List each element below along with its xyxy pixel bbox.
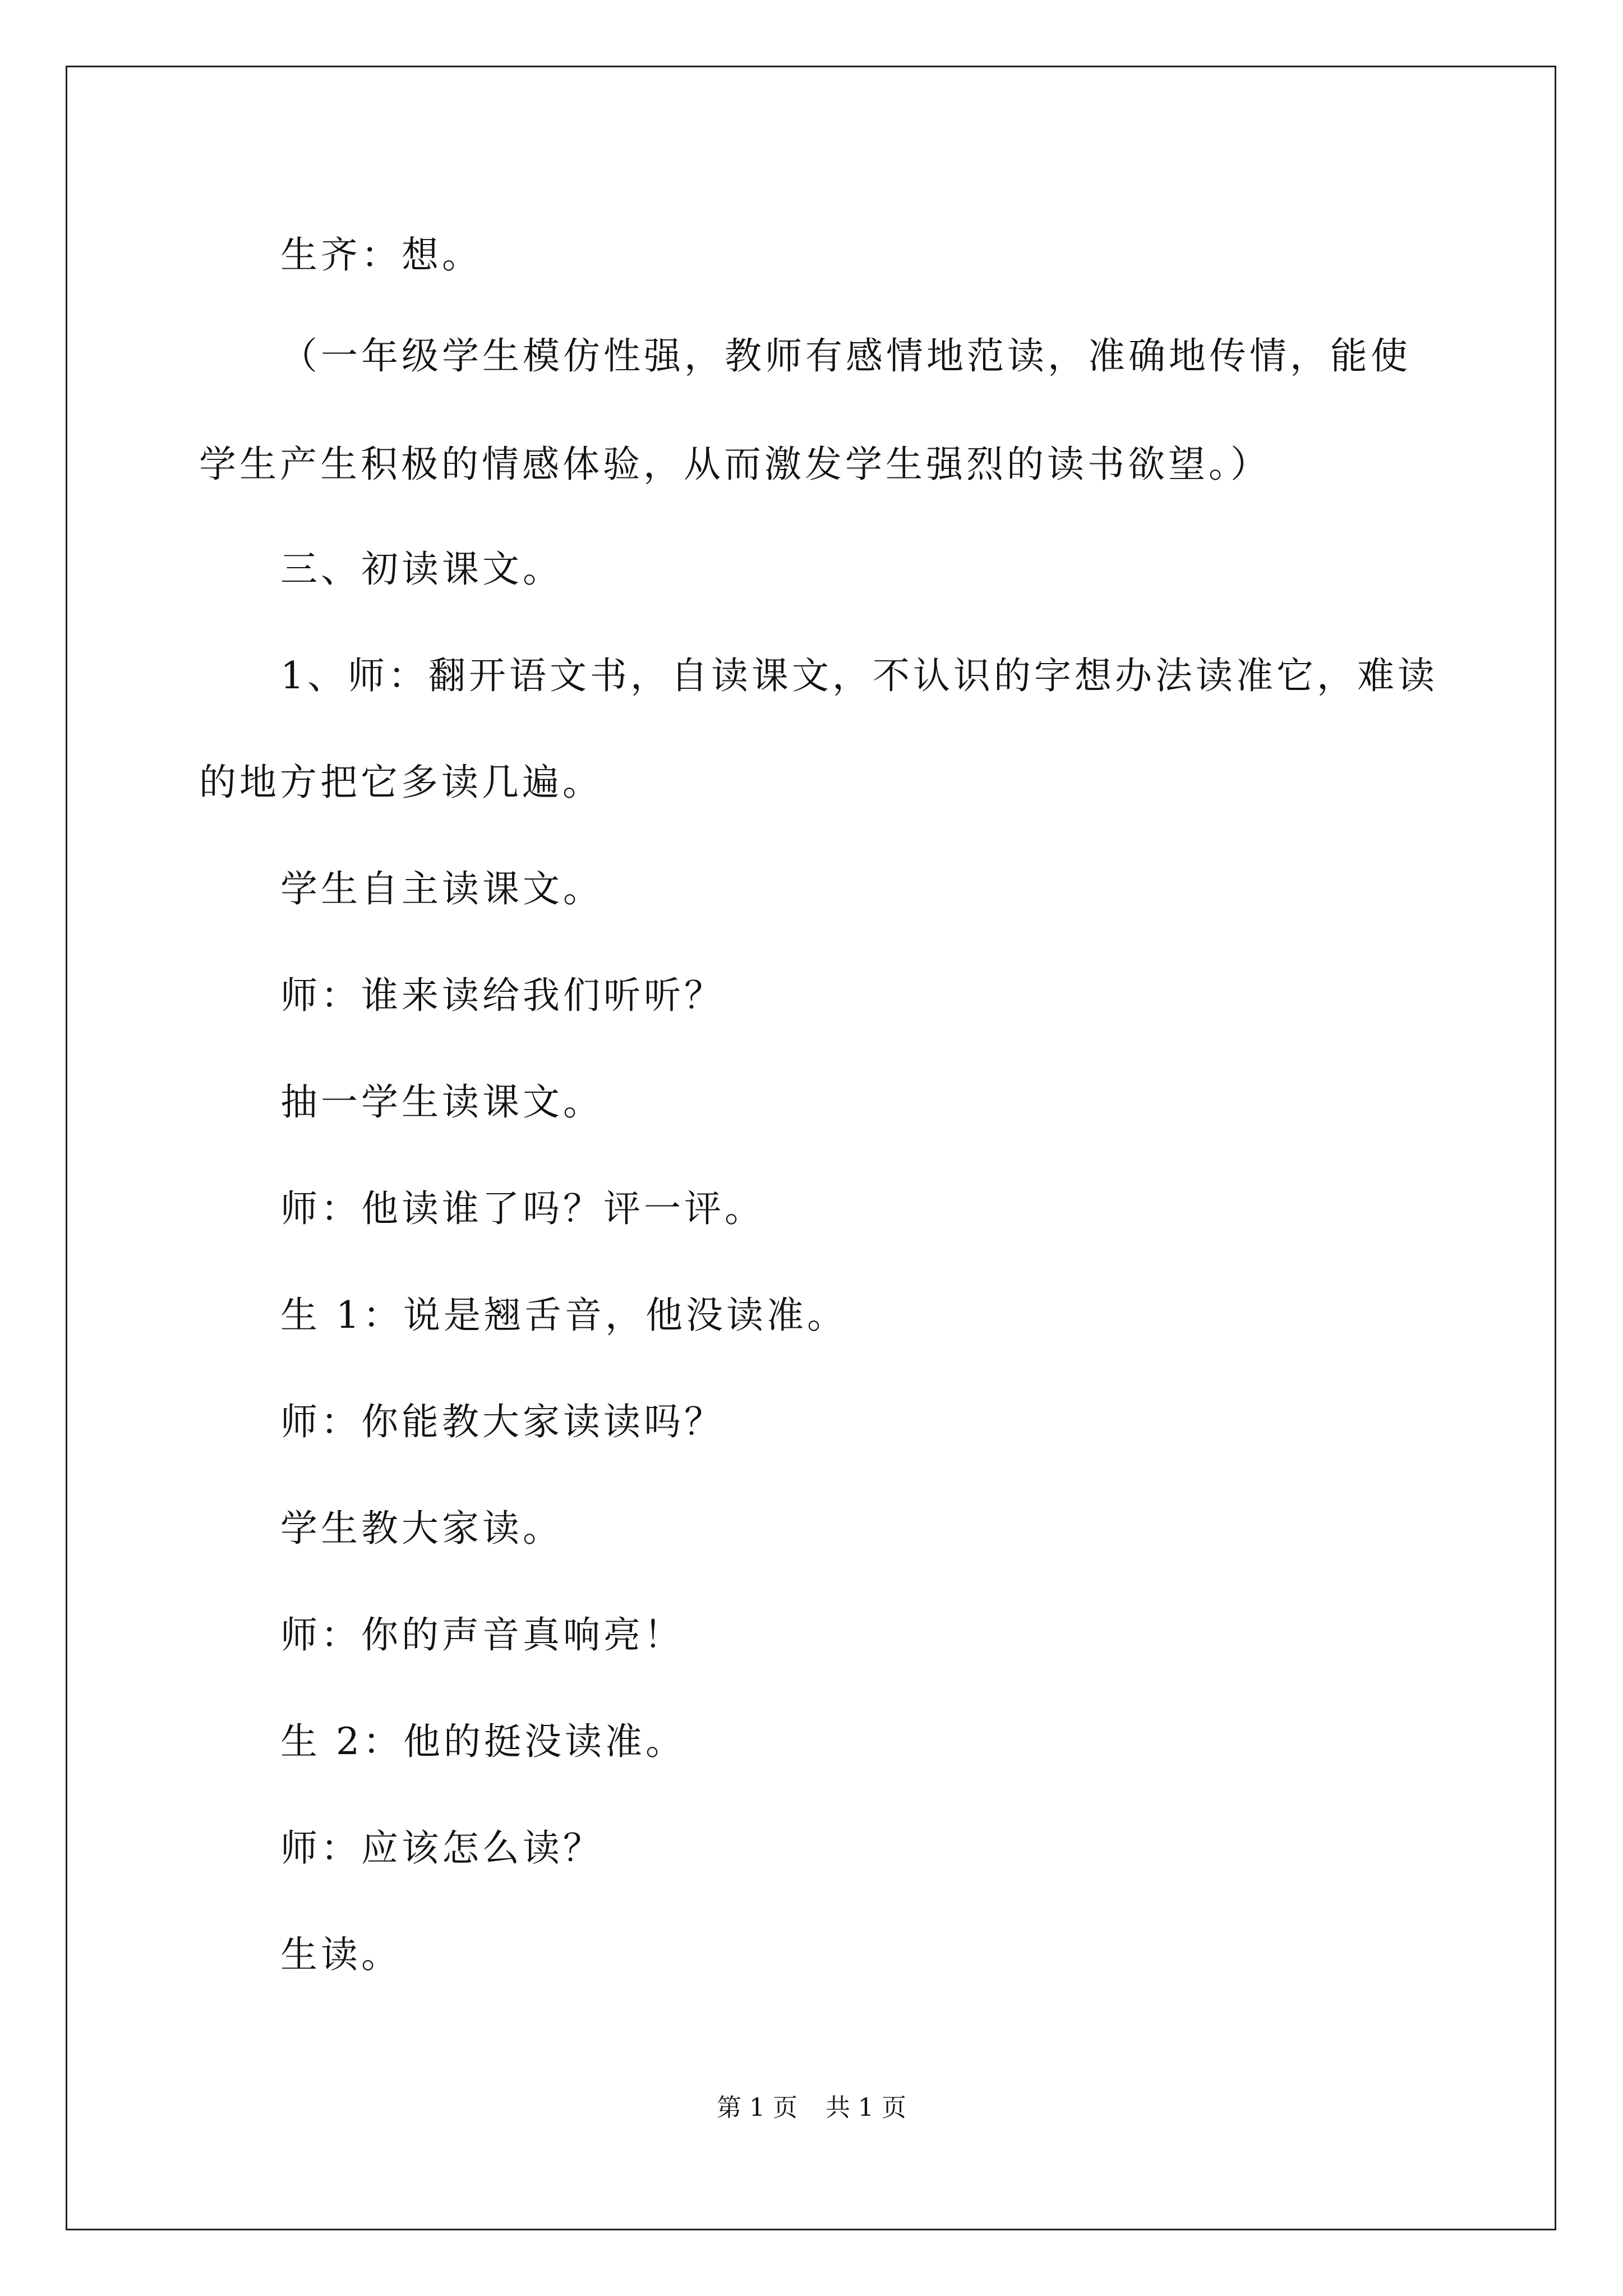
paragraph: 生齐：想。 (280, 233, 482, 277)
paragraph: 师：谁来读给我们听听？ (280, 974, 725, 1017)
paragraph: 抽一学生读课文。 (280, 1080, 603, 1124)
paragraph: 师：他读谁了吗？评一评。 (280, 1187, 765, 1230)
paragraph: 师：你的声音真响亮！ (280, 1613, 684, 1657)
paragraph: 1、师：翻开语文书，自读课文，不认识的字想办法读准它，难读 (280, 654, 1438, 697)
paragraph: 学生自主读课文。 (280, 867, 603, 910)
total-page-count: 共 1 页 (826, 2093, 906, 2122)
section-heading: 三、初读课文。 (280, 547, 563, 591)
current-page-number: 第 1 页 (717, 2093, 797, 2122)
paragraph-continuation: 的地方把它多读几遍。 (199, 761, 603, 804)
paragraph: 生 2：他的挺没读准。 (280, 1720, 686, 1763)
paragraph-continuation: 学生产生积极的情感体验，从而激发学生强烈的读书欲望。） (199, 443, 1271, 486)
paragraph: （一年级学生模仿性强，教师有感情地范读，准确地传情，能使 (280, 334, 1411, 378)
paragraph: 学生教大家读。 (280, 1507, 563, 1550)
paragraph: 生读。 (280, 1933, 402, 1976)
paragraph: 生 1：说是翘舌音，他没读准。 (280, 1294, 847, 1337)
paragraph: 师：你能教大家读读吗？ (280, 1400, 725, 1443)
page-border (66, 66, 1556, 2230)
paragraph: 师：应该怎么读？ (280, 1826, 603, 1870)
page-footer (0, 2092, 1623, 2124)
